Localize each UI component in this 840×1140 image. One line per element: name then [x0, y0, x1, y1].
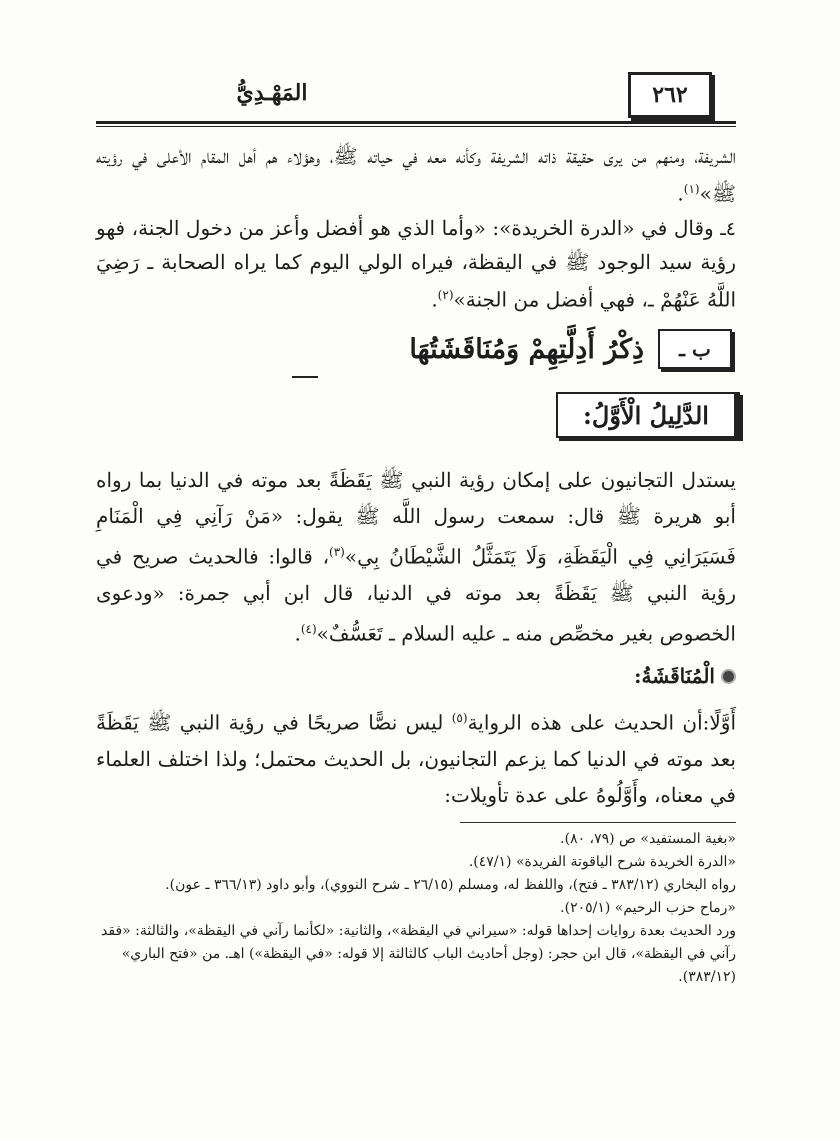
list-marker-4: ٤ـ [720, 218, 737, 240]
page-number: ٢٦٢ [628, 72, 712, 118]
paragraph-2-text: وقال في «الدرة الخريدة»: «وأما الذي هو أفضل وأعز من دخول الجنة، فهو رؤية سيد الوجود ﷺ في اليقظة، فيراه الولي اليوم كما يراه الصحابة ـ رَضِيَ اللَّهُ عَنْهُمْ ـ، فهي أفضل من الجنة» [96, 216, 736, 312]
footnote-ref-5: (٥) [451, 711, 468, 725]
discussion-first-word: أَوَّلًا: [702, 710, 737, 735]
section-underline [292, 376, 318, 378]
footnote-ref-2: (٢) [437, 288, 454, 302]
running-title: المَهْـدِيُّ [236, 80, 308, 106]
footnote-3: رواه البخاري (٣٨٣/١٢ ـ فتح)، واللفظ له، ومسلم (٢٦/١٥ ـ شرح النووي)، وأبو داود (٣٦٦/١٣ ـ عون). [165, 877, 736, 893]
section-title: ذِكْرُ أَدِلَّتِهِمْ وَمُنَاقَشَتُهَا [409, 333, 644, 365]
footnote-rule [460, 822, 736, 823]
paragraph-2-end: . [431, 287, 438, 312]
bullet-icon [721, 669, 736, 684]
footnote-1: «بغية المستفيد» ص (٧٩، ٨٠). [560, 831, 736, 847]
footnote-ref-3: (٣) [329, 545, 345, 559]
paragraph-1-text: الشريفة، ومنهم من يرى حقيقة ذاته الشريفة وكأنه معه في حياته ﷺ، وهؤلاء هم أهل المقام الأعلى في رؤيته ﷺ» [96, 144, 737, 206]
paragraph-1-end: . [677, 181, 684, 206]
discussion-text-1: أن الحديث على هذه الرواية [467, 710, 703, 735]
footnote-ref-4: (٤) [300, 621, 317, 636]
evidence-end: . [294, 621, 301, 646]
discussion-heading [560, 664, 736, 688]
header-rule [96, 121, 736, 124]
discussion-heading-text: الْمُنَاقَشَةُ: [634, 664, 715, 688]
section-heading [292, 328, 732, 370]
evidence-text: يستدل التجانيون على إمكان رؤية النبي ﷺ يَقَظَةً بعد موته في الدنيا بما رواه أبو هريرة ﷺ قال: سمعت رسول اللَّه ﷺ يقول: «مَنْ رَآنِي فِي الْمَنَامِ فَسَيَرَانِي فِي الْيَقَظَةِ، وَلَا يَتَمَثَّلُ الشَّيْطَانُ بِي» [96, 468, 736, 569]
footnote-4: «رماح حزب الرحيم» (٢٠٥/١). [560, 900, 736, 916]
footnotes [96, 828, 736, 989]
evidence-text-cont: ، قالوا: فالحديث صريح في رؤية النبي ﷺ يَقَظَةً بعد موته في الدنيا، قال ابن أبي جمرة: «ودعوى الخصوص بغير مخصِّص منه ـ عليه السلام ـ تَعَسُّفٌ» [96, 544, 736, 646]
evidence-paragraph [96, 462, 736, 651]
paragraph-1 [96, 140, 736, 211]
discussion-paragraph [96, 700, 736, 813]
footnote-5: ورد الحديث بعدة روايات إحداها قوله: «سيراني في اليقظة»، والثانية: «لكأنما رآني في اليقظة»، والثالثة: «فقد رآني في اليقظة»، قال ابن حجر: (وجل أحاديث الباب كالثالثة إلا قوله: «في اليقظة») اهـ. من «فتح الباري» (٣٨٣/١٢). [101, 923, 736, 985]
footnote-2: «الدرة الخريدة شرح الياقوتة الفريدة» (٤٧/١). [468, 854, 736, 870]
paragraph-2 [96, 212, 736, 317]
discussion-text-2: ليس نصًّا صريحًا في رؤية النبي ﷺ يَقَظَةً بعد موته في الدنيا كما يزعم التجانيون، بل الحديث محتمل؛ ولذا اختلف العلماء في معناه، وأَوَّلُوهُ على عدة تأويلات: [96, 710, 736, 807]
evidence-heading-box: الدَّلِيلُ الْأَوَّلُ: [556, 392, 740, 438]
footnote-ref-1: (١) [683, 182, 700, 196]
section-letter-box: ب ـ [658, 329, 732, 369]
header-rule-thin [96, 126, 736, 127]
